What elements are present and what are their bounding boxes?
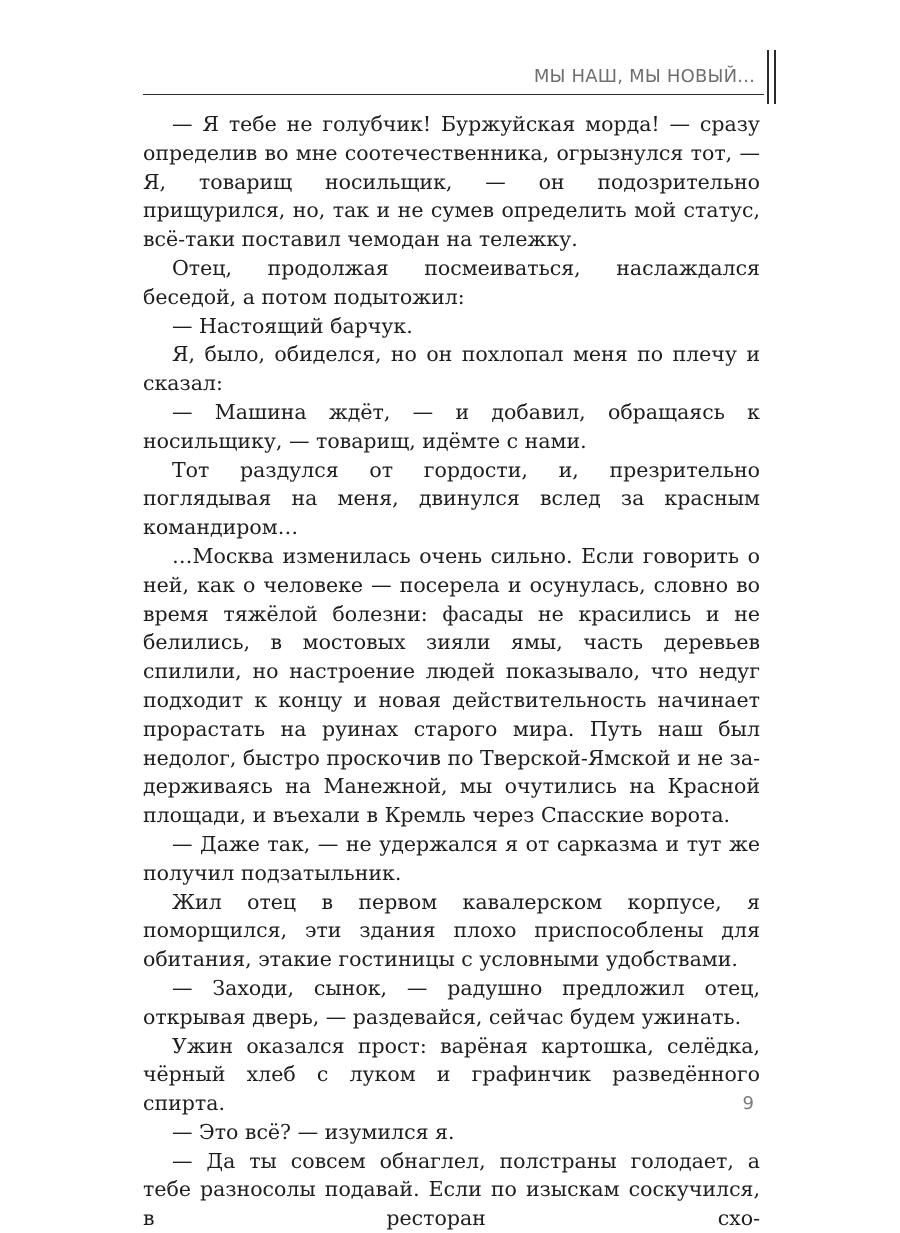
- body-text: [143, 110, 760, 1233]
- paragraph: — Даже так, — не удержался я от сарказма и тут же получил подзатыльник.: [143, 831, 760, 885]
- page-number: 9: [742, 1093, 754, 1114]
- header-vertical-bar: [774, 50, 776, 104]
- paragraph: Ужин оказался прост: варёная картошка, селёдка, чёрный хлеб с луком и графинчик разведённого спирта.: [143, 1033, 760, 1116]
- paragraph: — Да ты совсем обнаглел, полстраны голодает, а тебе разносолы подавай. Если по изыскам соскучился, в ресторан схо-: [143, 1148, 760, 1231]
- paragraph: Тот раздулся от гордости, и, презрительно поглядывая на меня, двинулся вслед за красным командиром…: [143, 457, 760, 540]
- paragraph: Я, было, обиделся, но он похлопал меня по плечу и сказал:: [143, 342, 760, 396]
- running-head-title: МЫ НАШ, МЫ НОВЫЙ...: [533, 66, 755, 87]
- paragraph: — Я тебе не голубчик! Буржуйская морда! — сразу определив во мне соотечественника, огрызнулся тот, — Я, товарищ носильщик, — он подозрительно прищурился, но, так и не сумев определить мой статус, всё-таки поставил чемодан на тележку.: [143, 112, 760, 252]
- header-vertical-bar: [767, 50, 769, 104]
- paragraph: Отец, продолжая посмеиваться, наслаждался беседой, а потом подытожил:: [143, 255, 760, 309]
- paragraph: — Заходи, сынок, — радушно предложил отец, открывая дверь, — раздевайся, сейчас будем ужинать.: [143, 975, 760, 1029]
- header-rule: [143, 94, 764, 95]
- paragraph: — Настоящий барчук.: [172, 313, 413, 338]
- paragraph: — Машина ждёт, — и добавил, обращаясь к носильщику, — товарищ, идёмте с нами.: [143, 399, 760, 453]
- paragraph: — Это всё? — изумился я.: [172, 1119, 455, 1144]
- paragraph: Жил отец в первом кавалерском корпусе, я поморщился, эти здания плохо приспособлены для обитания, этакие гостиницы с условными удобствами.: [143, 889, 760, 972]
- paragraph: …Москва изменилась очень сильно. Если говорить о ней, как о человеке — посерела и осунулась, словно во время тяжёлой болезни: фасады не красились и не белились, в мостовых зияли ямы, часть деревьев спилили, но настроение людей показывало, что недуг подходит к концу и новая действительность начинает прорастать на руинах старого мира. Путь наш был недолог, быстро проскочив по Тверской-Ямской и не задерживаясь на Манежной, мы очутились на Красной площади, и въехали в Кремль через Спасские ворота.: [143, 543, 760, 828]
